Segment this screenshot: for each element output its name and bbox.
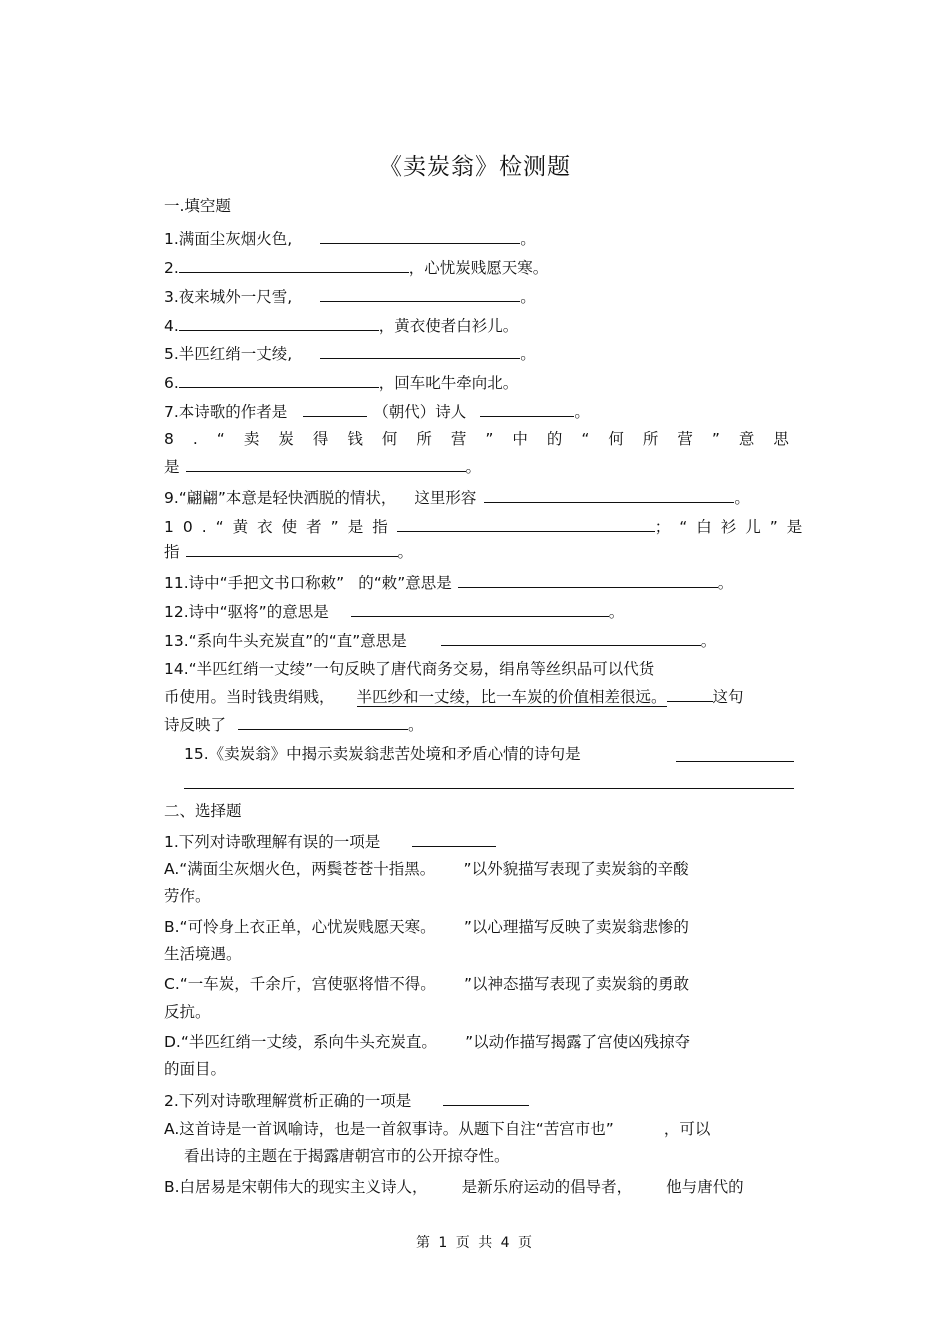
question-12: 12.诗中“驱将”的意思是 。 — [164, 603, 625, 621]
answer-blank[interactable] — [179, 315, 379, 331]
answer-blank[interactable] — [186, 456, 466, 472]
underlined-text: 半匹纱和一丈绫，比一车炭的价值相差很远。 — [356, 688, 667, 706]
question-6: 6. ，回车叱牛牵向北。 — [164, 374, 519, 392]
answer-blank[interactable] — [303, 401, 367, 417]
answer-blank[interactable] — [484, 487, 734, 503]
choice-question-1: 1.下列对诗歌理解有误的一项是 — [164, 831, 496, 852]
answer-blank[interactable] — [179, 372, 379, 388]
question-13: 13.“系向牛头充炭直”的“直”意思是 。 — [164, 632, 717, 650]
choice-1-option-c: C.“一车炭，千余斤，宫使驱将惜不得。 ”以神态描写表现了卖炭翁的勇敢 — [164, 975, 690, 993]
choice-1-option-a-cont: 劳作。 — [164, 887, 211, 905]
answer-blank[interactable] — [179, 257, 409, 273]
underline-fill — [667, 686, 713, 702]
choice-1-option-b-cont: 生活境遇。 — [164, 945, 242, 963]
question-1: 1.满面尘灰烟火色, 。 — [164, 230, 536, 248]
answer-blank[interactable] — [458, 572, 718, 588]
answer-blank[interactable] — [397, 516, 655, 532]
choice-2-option-a: A.这首诗是一首讽喻诗，也是一首叙事诗。从题下自注“苦宫市也” ，可以 — [164, 1120, 711, 1138]
choice-1-option-d-cont: 的面目。 — [164, 1060, 227, 1078]
page-footer: 第 1 页 共 4 页 — [415, 1235, 535, 1251]
answer-blank[interactable] — [320, 228, 520, 244]
choice-1-option-c-cont: 反抗。 — [164, 1003, 211, 1021]
question-14-line-3: 诗反映了 。 — [164, 716, 424, 734]
answer-blank[interactable] — [320, 286, 520, 302]
answer-blank[interactable] — [351, 601, 609, 617]
answer-blank[interactable] — [184, 788, 794, 789]
answer-blank[interactable] — [412, 831, 496, 847]
page-title: 《卖炭翁》检测题 — [379, 154, 571, 180]
question-10-line-2: 指 。 — [164, 543, 414, 561]
answer-blank[interactable] — [676, 761, 794, 762]
answer-blank[interactable] — [480, 401, 574, 417]
question-11: 11.诗中“手把文书口称敕” 的“敕”意思是 。 — [164, 574, 734, 592]
choice-1-option-d: D.“半匹红绡一丈绫，系向牛头充炭直。 ”以动作描写揭露了宫使凶残掠夺 — [164, 1033, 691, 1051]
choice-2-option-a-cont: 看出诗的主题在于揭露唐朝宫市的公开掠夺性。 — [184, 1147, 510, 1165]
question-7: 7.本诗歌的作者是 （朝代）诗人 。 — [164, 403, 590, 421]
question-3: 3.夜来城外一尺雪, 。 — [164, 288, 536, 306]
question-2: 2. ，心忧炭贱愿天寒。 — [164, 259, 549, 277]
question-8-line-2: 是 。 — [164, 458, 482, 476]
choice-2-option-b: B.白居易是宋朝伟大的现实主义诗人， 是新乐府运动的倡导者， 他与唐代的 — [164, 1178, 744, 1196]
question-14-line-2: 币使用。当时钱贵绢贱， 半匹纱和一丈绫，比一车炭的价值相差很远。 这句 — [164, 688, 744, 706]
section-heading-choice: 二、选择题 — [164, 802, 242, 820]
question-10-line-1: 10.“黄衣使者”是指 ；“白衫儿”是 — [164, 518, 812, 536]
choice-1-option-b: B.“可怜身上衣正单，心忧炭贱愿天寒。 ”以心理描写反映了卖炭翁悲惨的 — [164, 918, 689, 936]
answer-blank[interactable] — [186, 541, 398, 557]
question-14-line-1: 14.“半匹红绡一丈绫”一句反映了唐代商务交易，绢帛等丝织品可以代货 — [164, 660, 655, 678]
question-5: 5.半匹红绡一丈绫, 。 — [164, 345, 536, 363]
question-15: 15.《卖炭翁》中揭示卖炭翁悲苦处境和矛盾心情的诗句是 — [184, 745, 581, 763]
question-9: 9.“翩翩”本意是轻快洒脱的情状， 这里形容 。 — [164, 489, 750, 507]
choice-question-2: 2.下列对诗歌理解赏析正确的一项是 — [164, 1090, 529, 1111]
choice-1-option-a: A.“满面尘灰烟火色，两鬓苍苍十指黑。 ”以外貌描写表现了卖炭翁的辛酸 — [164, 860, 689, 878]
answer-blank[interactable] — [320, 343, 520, 359]
answer-blank[interactable] — [238, 714, 408, 730]
answer-blank[interactable] — [443, 1090, 529, 1106]
question-8-line-1: 8.“卖炭得钱何所营”中的“何所营”意思 — [164, 430, 808, 448]
section-heading-fill: 一.填空题 — [164, 197, 231, 215]
answer-blank[interactable] — [441, 630, 701, 646]
question-4: 4. ，黄衣使者白衫儿。 — [164, 317, 519, 335]
